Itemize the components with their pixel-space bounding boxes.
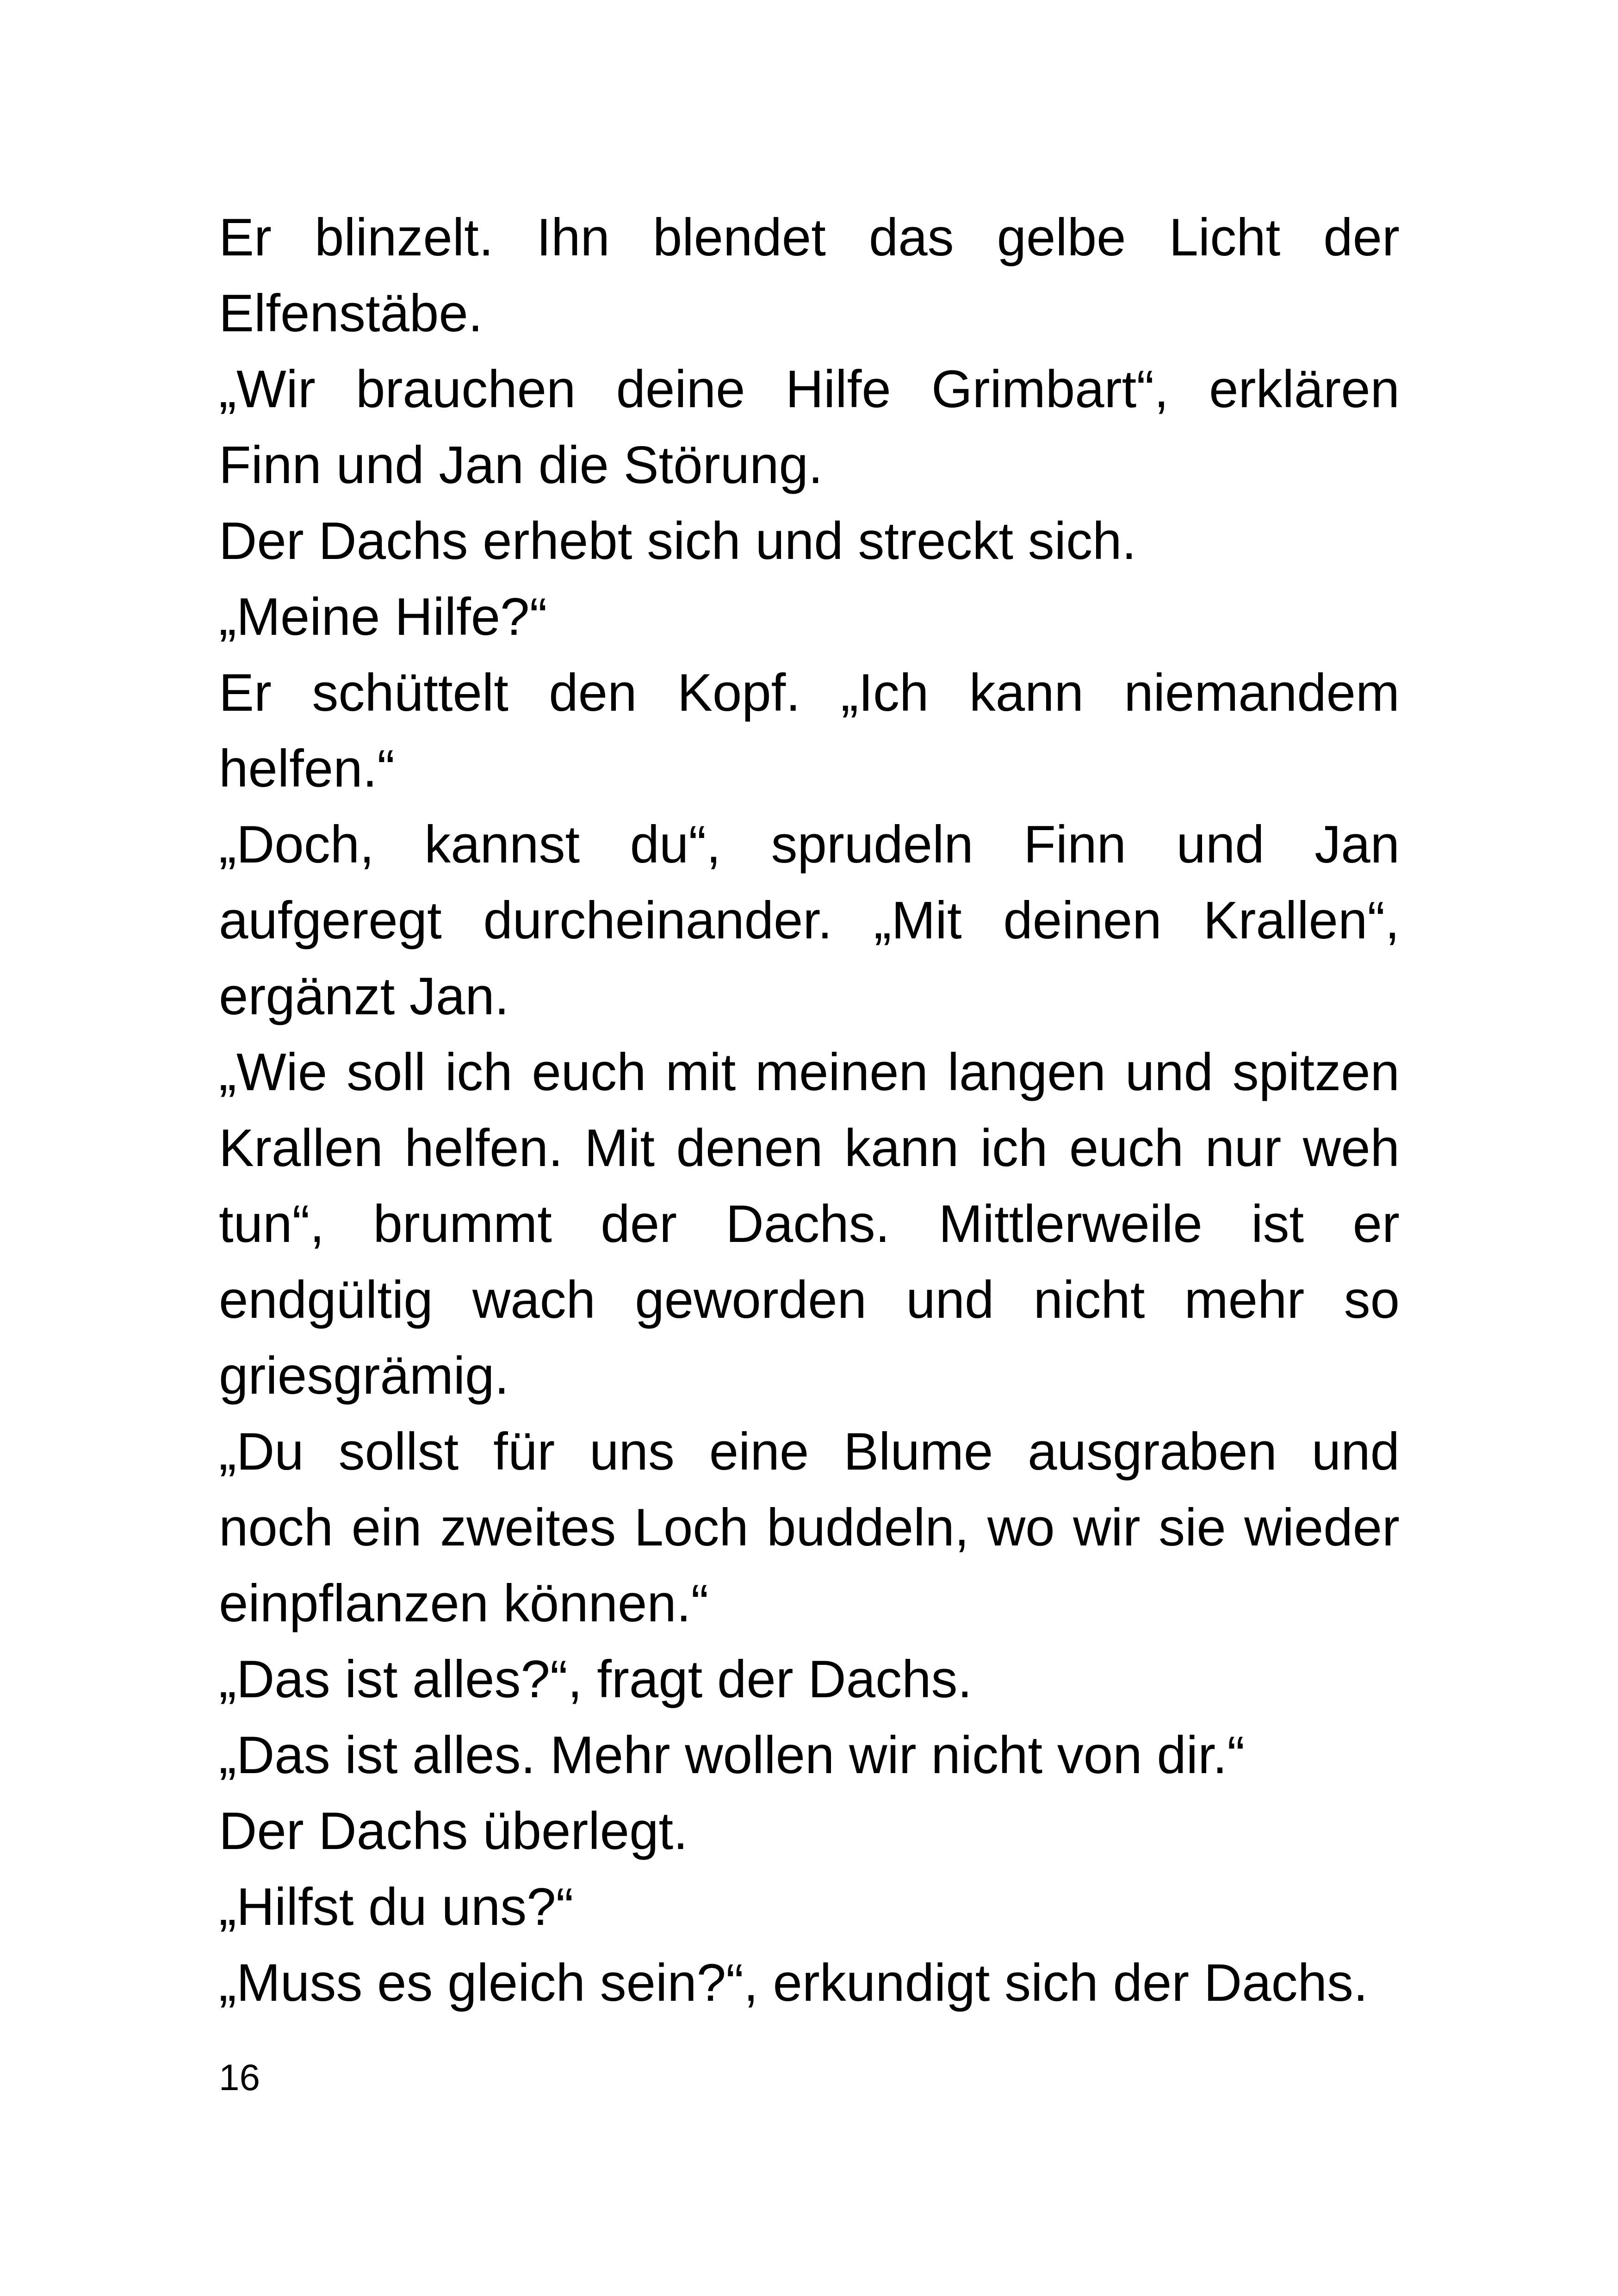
- text-line: Der Dachs erhebt sich und streckt sich.: [219, 512, 1137, 571]
- text-line: Der Dachs überlegt.: [219, 1802, 688, 1861]
- text-line: Finn und Jan die Störung.: [219, 436, 823, 495]
- text-line: noch ein zweites Loch buddeln, wo wir sie wieder: [219, 1498, 1400, 1557]
- text-line: einpflanzen können.“: [219, 1574, 709, 1633]
- text-line: Elfenstäbe.: [219, 284, 483, 343]
- text-line: tun“, brummt der Dachs. Mittlerweile ist er: [219, 1195, 1400, 1253]
- text-line: Krallen helfen. Mit denen kann ich euch nur weh: [219, 1119, 1400, 1178]
- text-line: ergänzt Jan.: [219, 967, 509, 1026]
- text-line: Er blinzelt. Ihn blendet das gelbe Licht der: [219, 208, 1400, 267]
- text-line: aufgeregt durcheinander. „Mit deinen Krallen“,: [219, 891, 1400, 950]
- text-line: „Wir brauchen deine Hilfe Grimbart“, erklären: [219, 360, 1400, 419]
- text-line: griesgrämig.: [219, 1347, 509, 1405]
- text-line: „Hilfst du uns?“: [219, 1878, 574, 1936]
- text-line: „Muss es gleich sein?“, erkundigt sich der Dachs.: [219, 1954, 1368, 2012]
- text-line: helfen.“: [219, 739, 395, 798]
- text-line: „Doch, kannst du“, sprudeln Finn und Jan: [219, 815, 1400, 874]
- text-line: „Das ist alles?“, fragt der Dachs.: [219, 1650, 973, 1709]
- page-number: 16: [219, 2057, 260, 2098]
- text-line: „Meine Hilfe?“: [219, 588, 547, 646]
- text-line: „Das ist alles. Mehr wollen wir nicht von dir.“: [219, 1726, 1245, 1785]
- text-line: endgültig wach geworden und nicht mehr so: [219, 1271, 1400, 1329]
- text-line: „Du sollst für uns eine Blume ausgraben und: [219, 1422, 1400, 1481]
- text-line: Er schüttelt den Kopf. „Ich kann niemandem: [219, 664, 1400, 722]
- text-line: „Wie soll ich euch mit meinen langen und spitzen: [219, 1043, 1400, 1102]
